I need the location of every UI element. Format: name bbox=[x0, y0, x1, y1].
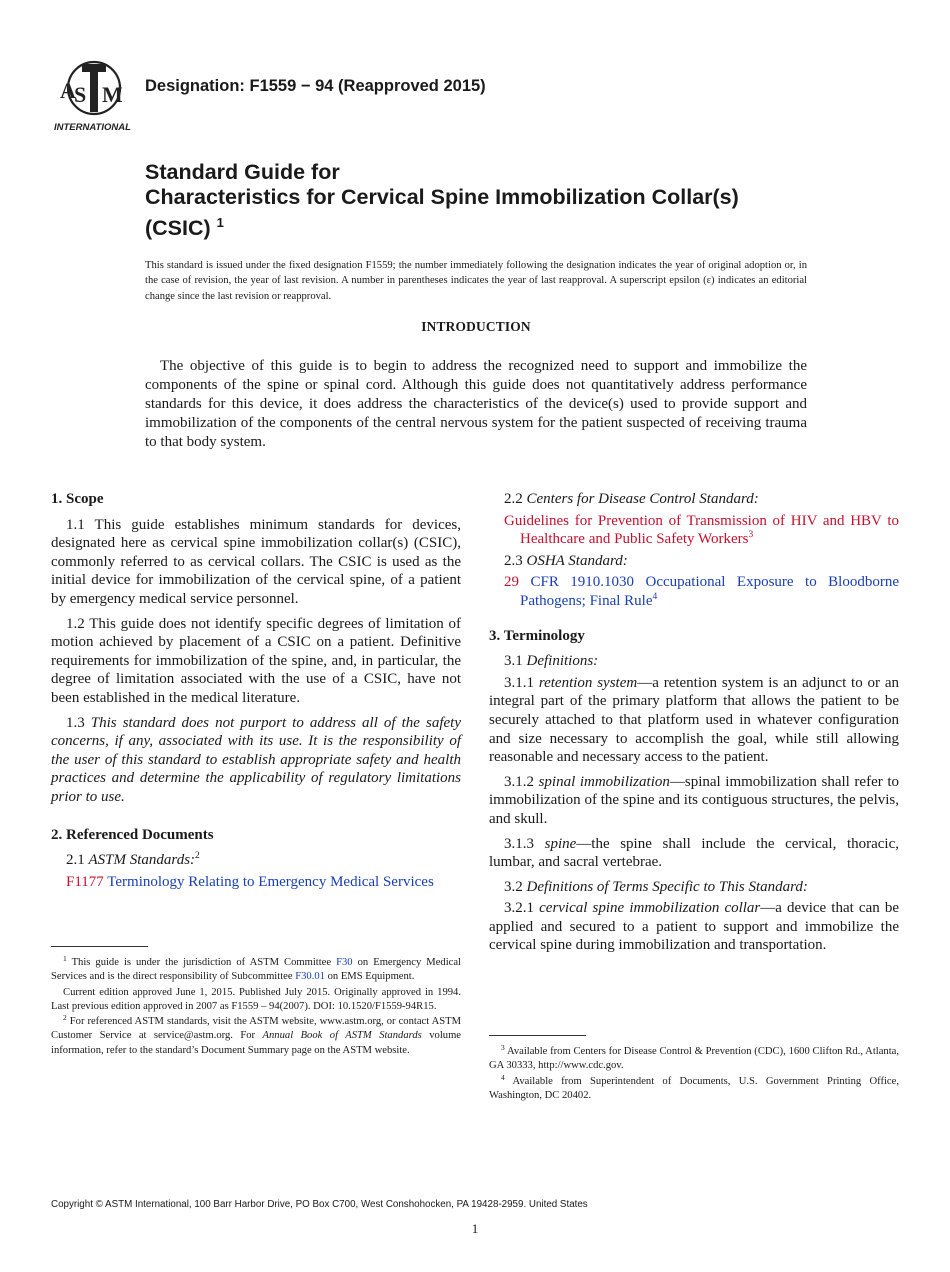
title-line-2: Characteristics for Cervical Spine Immobilization Collar(s) bbox=[145, 185, 739, 209]
footnote-2: $^2$ For referenced ASTM standards, visit the ASTM website, www.astm.org, or contact ASTM Customer Service at service@astm.org. For Annual Book of ASTM Standards volume information, refer to the standard’s Document Summary page on the ASTM website. bbox=[51, 1013, 462, 1056]
footnote-rule-right bbox=[489, 1035, 586, 1036]
ref-f1177[interactable] bbox=[51, 873, 461, 892]
right-column bbox=[489, 490, 899, 961]
def-retention-system: 3.1.1 retention system—a retention system is an adjunct to or an integral part of the primary platform that allows the patient to be securely attached to that platform used in whatever configuration and size necessary to accomplish the goal, while still allowing reasonable and necessary access to the patient. bbox=[489, 674, 899, 766]
left-column bbox=[51, 490, 461, 894]
scope-1-2: 1.2 This guide does not identify specific degrees of limitation of motion achieved by placement of a CSIC on a patient. Definitive requirements for immobilization of the spine, and, in particular, the degree of limitation associated with the use of a CSIC, have not been established in the medical literature. bbox=[51, 615, 461, 706]
footnotes-left bbox=[51, 956, 461, 1059]
copyright: Copyright © ASTM International, 100 Barr Harbor Drive, PO Box C700, West Conshohocken, PA 19428-2959. United States bbox=[51, 1199, 588, 1210]
svg-text:S: S bbox=[74, 82, 87, 107]
title-line-1: Standard Guide for bbox=[145, 160, 340, 184]
footnote-1: $^1$ This guide is under the jurisdiction of ASTM Committee F30 on Emergency Medical Services and is the direct responsibility of Subcommittee F30.01 on EMS Equipment. bbox=[51, 954, 461, 983]
footnote-4: $^4$ Available from Superintendent of Documents, U.S. Government Printing Office, Washington, DC 20402. bbox=[489, 1072, 899, 1101]
footnote-3: $^3$ Available from Centers for Disease Control & Prevention (CDC), 1600 Clifton Rd., Atlanta, GA 30333, http://www.cdc.gov. bbox=[489, 1043, 899, 1072]
astm-standards-subhead: 2.1 ASTM Standards:$^2$ bbox=[66, 851, 200, 869]
ref-f1177-title[interactable]: Terminology Relating to Emergency Medical Services bbox=[107, 873, 434, 890]
cdc-standard-subhead: 2.2 Centers for Disease Control Standard: bbox=[504, 491, 759, 507]
title-line-3: (CSIC) bbox=[145, 216, 211, 240]
referenced-docs-heading: 2. Referenced Documents bbox=[51, 826, 214, 843]
svg-text:M: M bbox=[102, 82, 123, 107]
page-number: 1 bbox=[471, 1221, 479, 1236]
ref-f1177-code[interactable]: F1177 bbox=[66, 873, 104, 890]
ref-osha[interactable]: 29 CFR 1910.1030 Occupational Exposure to Bloodborne Pathogens; Final Rule$^4$ bbox=[504, 574, 899, 609]
footnotes-right bbox=[489, 1045, 899, 1104]
ref-osha-title[interactable]: CFR 1910.1030 Occupational Exposure to Bloodborne Pathogens; Final Rule bbox=[520, 574, 899, 609]
scope-heading: 1. Scope bbox=[51, 491, 104, 507]
logo-subtext: INTERNATIONAL bbox=[54, 122, 131, 133]
def-spine: 3.1.3 spine—the spine shall include the cervical, thoracic, lumbar, and sacral vertebrae. bbox=[489, 835, 899, 871]
issue-note: This standard is issued under the fixed designation F1559; the number immediately following the designation indicates the year of original adoption or, in the case of revision, the year of last revision. A number in parentheses indicates the year of last reapproval. A superscript epsilon (ε) indicates an editorial change since the last revision or reapproval. bbox=[145, 260, 807, 302]
ref-cdc-title[interactable]: Guidelines for Prevention of Transmission of HIV and HBV to Healthcare and Public Safety Workers bbox=[504, 512, 899, 548]
designation: Designation: F1559 − 94 (Reapproved 2015) bbox=[145, 77, 486, 95]
terminology-heading: 3. Terminology bbox=[489, 627, 585, 644]
ref-osha-code[interactable]: 29 bbox=[504, 574, 519, 591]
scope-1-3: 1.3 This standard does not purport to address all of the safety concerns, if any, associated with its use. It is the responsibility of the user of this standard to establish appropriate safety and health practices and determine the applicability of regulatory limitations prior to use. bbox=[51, 714, 461, 805]
footnote-rule-left bbox=[51, 946, 148, 947]
svg-text:A: A bbox=[60, 78, 76, 103]
def-csic: 3.2.1 cervical spine immobilization collar—a device that can be applied and secured to a patient to support and immobilize the cervical spine during immobilization and transportation. bbox=[489, 900, 900, 954]
definitions-subhead: 3.1 Definitions: bbox=[504, 653, 599, 670]
document-title bbox=[145, 160, 835, 241]
title-footnote-mark: 1 bbox=[216, 215, 224, 230]
footnote-1-edition: Current edition approved June 1, 2015. Published July 2015. Originally approved in 1994. Last previous edition approved in 2007 as F1559 – 94(2007). DOI: 10.1520/F1559-94R15. bbox=[51, 986, 461, 1012]
link-f30-01[interactable]: F30.01 bbox=[295, 971, 325, 983]
astm-logo bbox=[52, 58, 136, 134]
introduction-heading: INTRODUCTION bbox=[421, 319, 531, 334]
scope-1-1: 1.1 This guide establishes minimum standards for devices, designated here as cervical spine immobilization collar(s) (CSIC), commonly referred to as cervical collars. The CSIC is used as the initial device for immobilization of the cervical spine, of a patient by emergency medical service personnel. bbox=[51, 516, 461, 607]
osha-standard-subhead: 2.3 OSHA Standard: bbox=[504, 552, 628, 569]
ref-cdc[interactable]: Guidelines for Prevention of Transmission of HIV and HBV to Healthcare and Public Safety Workers$^3$ bbox=[504, 512, 899, 548]
specific-definitions-subhead: 3.2 Definitions of Terms Specific to This Standard: bbox=[504, 878, 808, 895]
link-f30[interactable]: F30 bbox=[336, 957, 353, 968]
introduction-body: The objective of this guide is to begin to address the recognized need to support and immobilize the components of the spine or spinal cord. Although this guide does not quantitatively address performance standards for this device, it does address the characteristics of the device(s) used to provide support and immobilization of the components of the central nervous system for the patient suspected of receiving trauma to that body system. bbox=[145, 358, 807, 450]
def-spinal-immobilization: 3.1.2 spinal immobilization—spinal immobilization shall refer to immobilization of the spine and its contiguous structures, the pelvis, and skull. bbox=[489, 773, 899, 827]
